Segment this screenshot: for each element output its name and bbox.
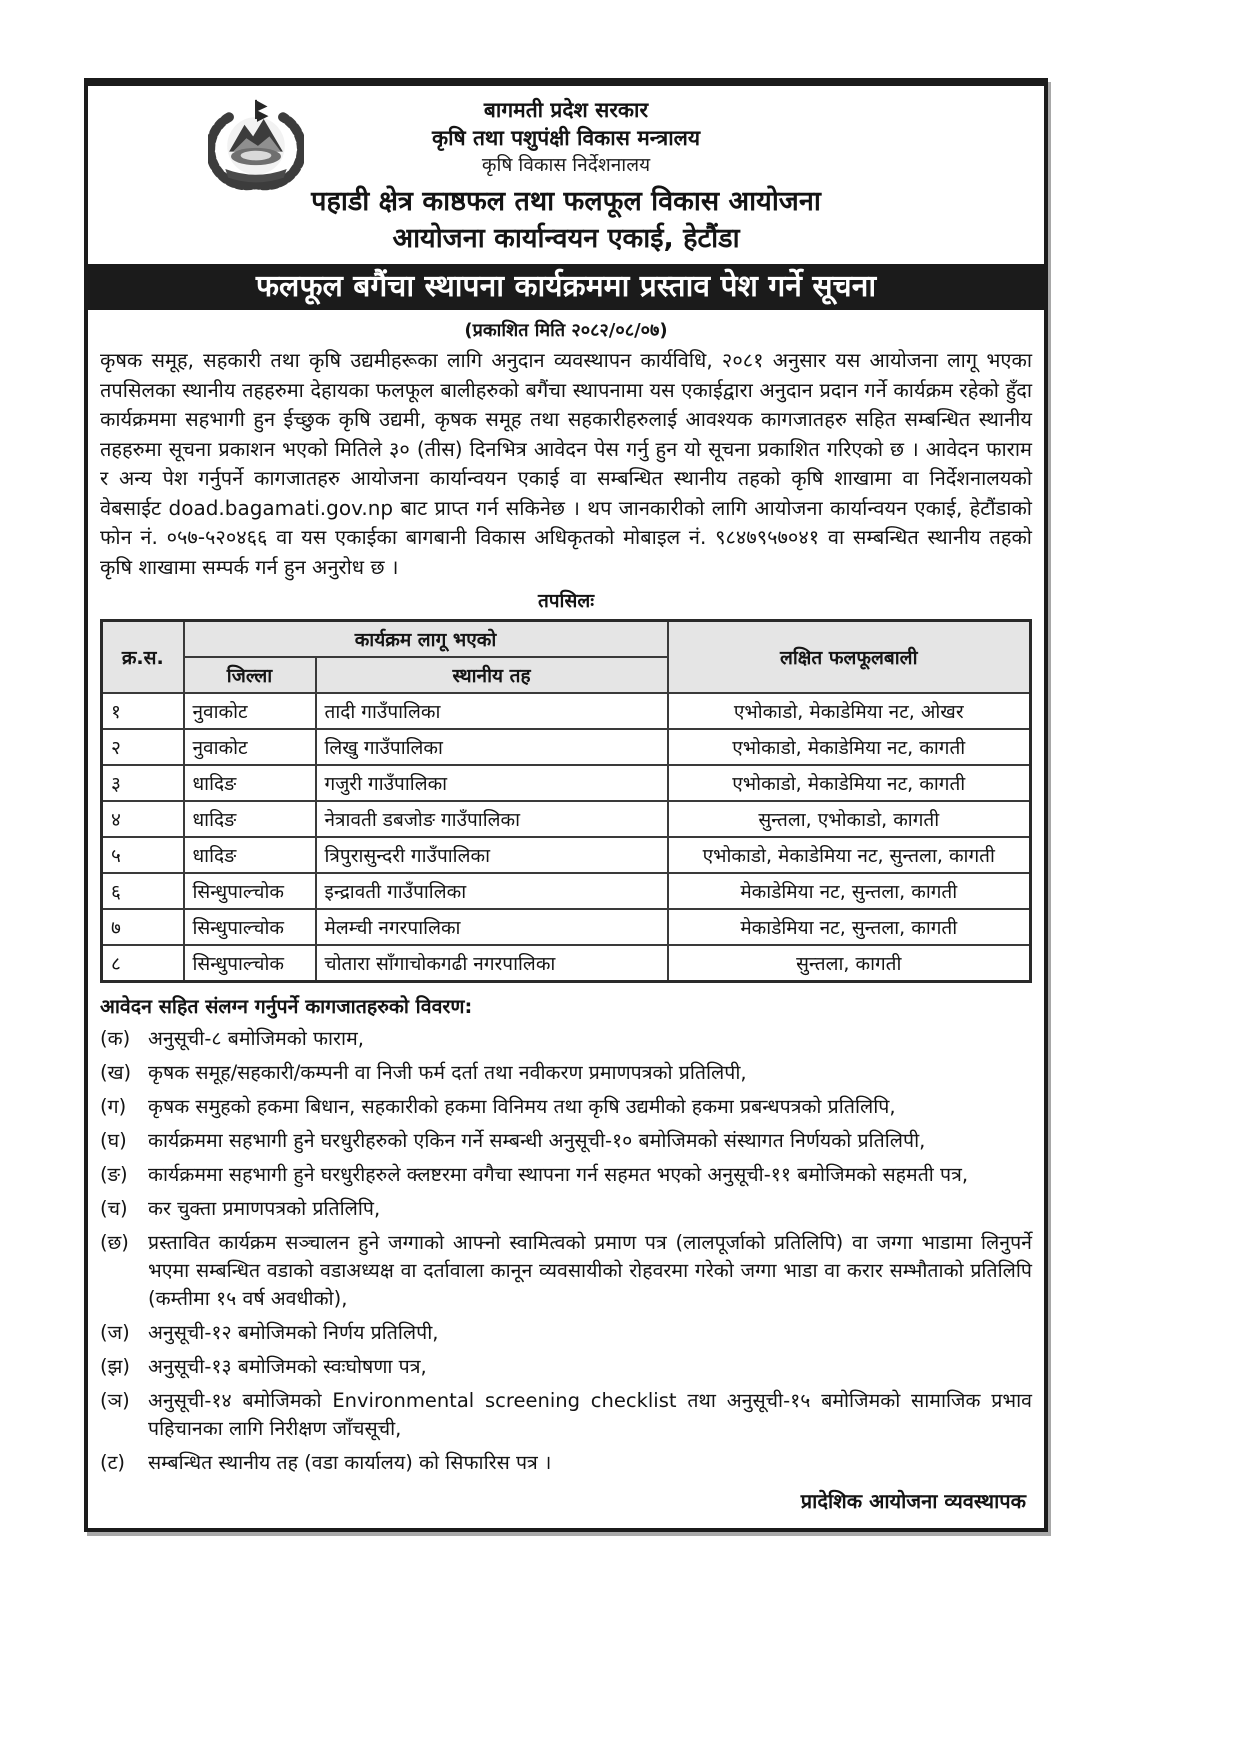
- column-header-district: जिल्ला: [184, 657, 316, 693]
- list-item-text: सम्बन्धित स्थानीय तह (वडा कार्यालय) को सिफारिस पत्र ।: [148, 1451, 552, 1474]
- ministry-name: कृषि तथा पशुपंक्षी विकास मन्त्रालय: [431, 126, 701, 150]
- table-row: [102, 837, 1031, 873]
- letterhead: [88, 90, 1044, 256]
- directorate-name: कृषि विकास निर्देशनालय: [481, 154, 651, 176]
- document-list-item: [100, 1093, 1032, 1121]
- list-item-text: प्रस्तावित कार्यक्रम सञ्चालन हुने जग्गाको आफ्नो स्वामित्वको प्रमाण पत्र (लालपूर्जाको प्रतिलिपि) वा जग्गा भाडामा लिनुपर्ने भएमा सम्बन्धित वडाको वडाअध्यक्ष वा दर्तावाला कानून व्यवसायीको रोहवरमा गरेको जग्गा भाडा वा करार सम्भौताको प्रतिलिपि (कम्तीमा १५ वर्ष अवधीको),: [148, 1231, 1032, 1310]
- program-locations-table: [100, 619, 1032, 983]
- document-list-item: [100, 1127, 1032, 1155]
- cell-target-fruits: एभोकाडो, मेकाडेमिया नट, ओखर: [668, 693, 1031, 729]
- table-row: [102, 909, 1031, 945]
- cell-target-fruits: एभोकाडो, मेकाडेमिया नट, सुन्तला, कागती: [668, 837, 1031, 873]
- cell-district: सिन्धुपाल्चोक: [184, 873, 316, 909]
- list-item-marker: (ट): [100, 1451, 126, 1474]
- notice-body-paragraph: कृषक समूह, सहकारी तथा कृषि उद्यमीहरूका लागि अनुदान व्यवस्थापन कार्यविधि, २०८१ अनुसार यस आयोजना लागू भएका तपसिलका स्थानीय तहहरुमा देहायका फलफूल बालीहरुको बगैंचा स्थापनामा यस एकाईद्वारा अनुदान प्रदान गर्ने कार्यक्रम रहेको हुँदा कार्यक्रममा सहभागी हुन ईच्छुक कृषि उद्यमी, कृषक समूह तथा सहकारीहरुलाई आवश्यक कागजातहरु सहित सम्बन्धित स्थानीय तहहरुमा सूचना प्रकाशन भएको मितिले ३० (तीस) दिनभित्र आवेदन पेस गर्नु हुन यो सूचना प्रकाशित गरिएको छ । आवेदन फाराम र अन्य पेश गर्नुपर्ने कागजातहरु आयोजना कार्यान्वयन एकाई वा सम्बन्धित स्थानीय तहको कृषि शाखामा वा निर्देशनालयको वेबसाईट doad.bagamati.gov.np बाट प्राप्त गर्न सकिनेछ । थप जानकारीको लागि आयोजना कार्यान्वयन एकाई, हेटौंडाको फोन नं. ०५७-५२०४६६ वा यस एकाईका बागबानी विकास अधिकृतको मोबाइल नं. ९८४७९५७०४१ वा सम्बन्धित स्थानीय तहको कृषि शाखामा सम्पर्क गर्न हुन अनुरोध छ ।: [100, 348, 1032, 579]
- list-item-marker: (ख): [100, 1061, 132, 1084]
- list-item-marker: (च): [100, 1197, 128, 1220]
- table-row: [102, 765, 1031, 801]
- list-item-marker: (छ): [100, 1231, 129, 1254]
- project-name: पहाडी क्षेत्र काष्ठफल तथा फलफूल विकास आयोजना: [311, 186, 821, 217]
- document-list-item: [100, 1025, 1032, 1053]
- column-header-group: कार्यक्रम लागू भएको: [184, 621, 668, 658]
- list-item-marker: (ञ): [100, 1389, 130, 1412]
- cell-local-level: मेलम्ची नगरपालिका: [316, 909, 668, 945]
- list-item-marker: (ज): [100, 1321, 130, 1344]
- list-item-text: कृषक समूह/सहकारी/कम्पनी वा निजी फर्म दर्ता तथा नवीकरण प्रमाणपत्रको प्रतिलिपी,: [148, 1061, 747, 1084]
- cell-local-level: लिखु गाउँपालिका: [316, 729, 668, 765]
- documents-section-heading: आवेदन सहित संलग्न गर्नुपर्ने कागजातहरुको विवरण:: [100, 995, 473, 1018]
- document-list-item: [100, 1195, 1032, 1223]
- list-item-text: कार्यक्रममा सहभागी हुने घरधुरीहरुको एकिन गर्ने सम्बन्धी अनुसूची-१० बमोजिमको संस्थागत निर्णयको प्रतिलिपी,: [148, 1129, 926, 1152]
- cell-serial-number: ४: [102, 801, 184, 837]
- cell-target-fruits: सुन्तला, एभोकाडो, कागती: [668, 801, 1031, 837]
- published-date: (प्रकाशित मिति २०८२/०८/०७): [464, 320, 668, 341]
- signature-title: प्रादेशिक आयोजना व्यवस्थापक: [800, 1489, 1026, 1513]
- tapasil-label: तपसिलः: [537, 590, 595, 612]
- document-list-item: [100, 1449, 1032, 1477]
- list-item-text: कार्यक्रममा सहभागी हुने घरधुरीहरुले क्लष्टरमा वगैचा स्थापना गर्न सहमत भएको अनुसूची-११ बमोजिमको सहमती पत्र,: [148, 1163, 969, 1186]
- list-item-text: कृषक समुहको हकमा बिधान, सहकारीको हकमा विनिमय तथा कृषि उद्यमीको हकमा प्रबन्धपत्रको प्रतिलिपि,: [148, 1095, 896, 1118]
- government-name: बागमती प्रदेश सरकार: [483, 98, 649, 122]
- cell-local-level: तादी गाउँपालिका: [316, 693, 668, 729]
- document-list-item: [100, 1353, 1032, 1381]
- table-row: [102, 945, 1031, 982]
- cell-district: धादिङ: [184, 801, 316, 837]
- cell-local-level: नेत्रावती डबजोङ गाउँपालिका: [316, 801, 668, 837]
- document-list-item: [100, 1059, 1032, 1087]
- implementation-unit-name: आयोजना कार्यान्वयन एकाई, हेटौंडा: [392, 223, 740, 254]
- table-body: [102, 693, 1031, 982]
- list-item-text: कर चुक्ता प्रमाणपत्रको प्रतिलिपि,: [148, 1197, 381, 1220]
- cell-serial-number: ७: [102, 909, 184, 945]
- document-list-item: [100, 1161, 1032, 1189]
- cell-local-level: चोतारा साँगाचोकगढी नगरपालिका: [316, 945, 668, 982]
- notice-document: [84, 78, 1048, 1532]
- table-header: [102, 621, 1031, 694]
- cell-local-level: इन्द्रावती गाउँपालिका: [316, 873, 668, 909]
- column-header-local-level: स्थानीय तह: [316, 657, 668, 693]
- column-header-target: लक्षित फलफूलबाली: [668, 621, 1031, 694]
- cell-target-fruits: एभोकाडो, मेकाडेमिया नट, कागती: [668, 765, 1031, 801]
- cell-district: सिन्धुपाल्चोक: [184, 909, 316, 945]
- list-item-text: अनुसूची-८ बमोजिमको फाराम,: [148, 1027, 364, 1050]
- document-list-item: [100, 1387, 1032, 1443]
- cell-target-fruits: मेकाडेमिया नट, सुन्तला, कागती: [668, 873, 1031, 909]
- cell-district: धादिङ: [184, 837, 316, 873]
- list-item-text: अनुसूची-१३ बमोजिमको स्वःघोषणा पत्र,: [148, 1355, 427, 1378]
- cell-serial-number: ८: [102, 945, 184, 982]
- table-row: [102, 693, 1031, 729]
- cell-target-fruits: मेकाडेमिया नट, सुन्तला, कागती: [668, 909, 1031, 945]
- cell-serial-number: ५: [102, 837, 184, 873]
- list-item-marker: (क): [100, 1027, 131, 1050]
- list-item-text: अनुसूची-१४ बमोजिमको Environmental screening checklist तथा अनुसूची-१५ बमोजिमको सामाजिक प्रभाव पहिचानका लागि निरीक्षण जाँचसूची,: [148, 1389, 1032, 1440]
- cell-serial-number: ३: [102, 765, 184, 801]
- document-list-item: [100, 1229, 1032, 1313]
- list-item-text: अनुसूची-१२ बमोजिमको निर्णय प्रतिलिपी,: [148, 1321, 439, 1344]
- nepal-government-emblem-icon: [208, 96, 304, 192]
- cell-local-level: त्रिपुरासुन्दरी गाउँपालिका: [316, 837, 668, 873]
- document-list-item: [100, 1319, 1032, 1347]
- list-item-marker: (घ): [100, 1129, 127, 1152]
- table-row: [102, 801, 1031, 837]
- documents-list: [100, 1025, 1032, 1477]
- list-item-marker: (झ): [100, 1355, 130, 1378]
- notice-title-banner: फलफूल बगैंचा स्थापना कार्यक्रममा प्रस्ताव पेश गर्ने सूचना: [88, 264, 1044, 310]
- cell-target-fruits: सुन्तला, कागती: [668, 945, 1031, 982]
- table-row: [102, 729, 1031, 765]
- table-row: [102, 873, 1031, 909]
- column-header-sn: क्र.स.: [102, 621, 184, 694]
- cell-district: सिन्धुपाल्चोक: [184, 945, 316, 982]
- list-item-marker: (ग): [100, 1095, 127, 1118]
- cell-district: नुवाकोट: [184, 693, 316, 729]
- cell-target-fruits: एभोकाडो, मेकाडेमिया नट, कागती: [668, 729, 1031, 765]
- cell-serial-number: ६: [102, 873, 184, 909]
- cell-serial-number: १: [102, 693, 184, 729]
- cell-local-level: गजुरी गाउँपालिका: [316, 765, 668, 801]
- cell-district: धादिङ: [184, 765, 316, 801]
- cell-serial-number: २: [102, 729, 184, 765]
- list-item-marker: (ङ): [100, 1163, 128, 1186]
- cell-district: नुवाकोट: [184, 729, 316, 765]
